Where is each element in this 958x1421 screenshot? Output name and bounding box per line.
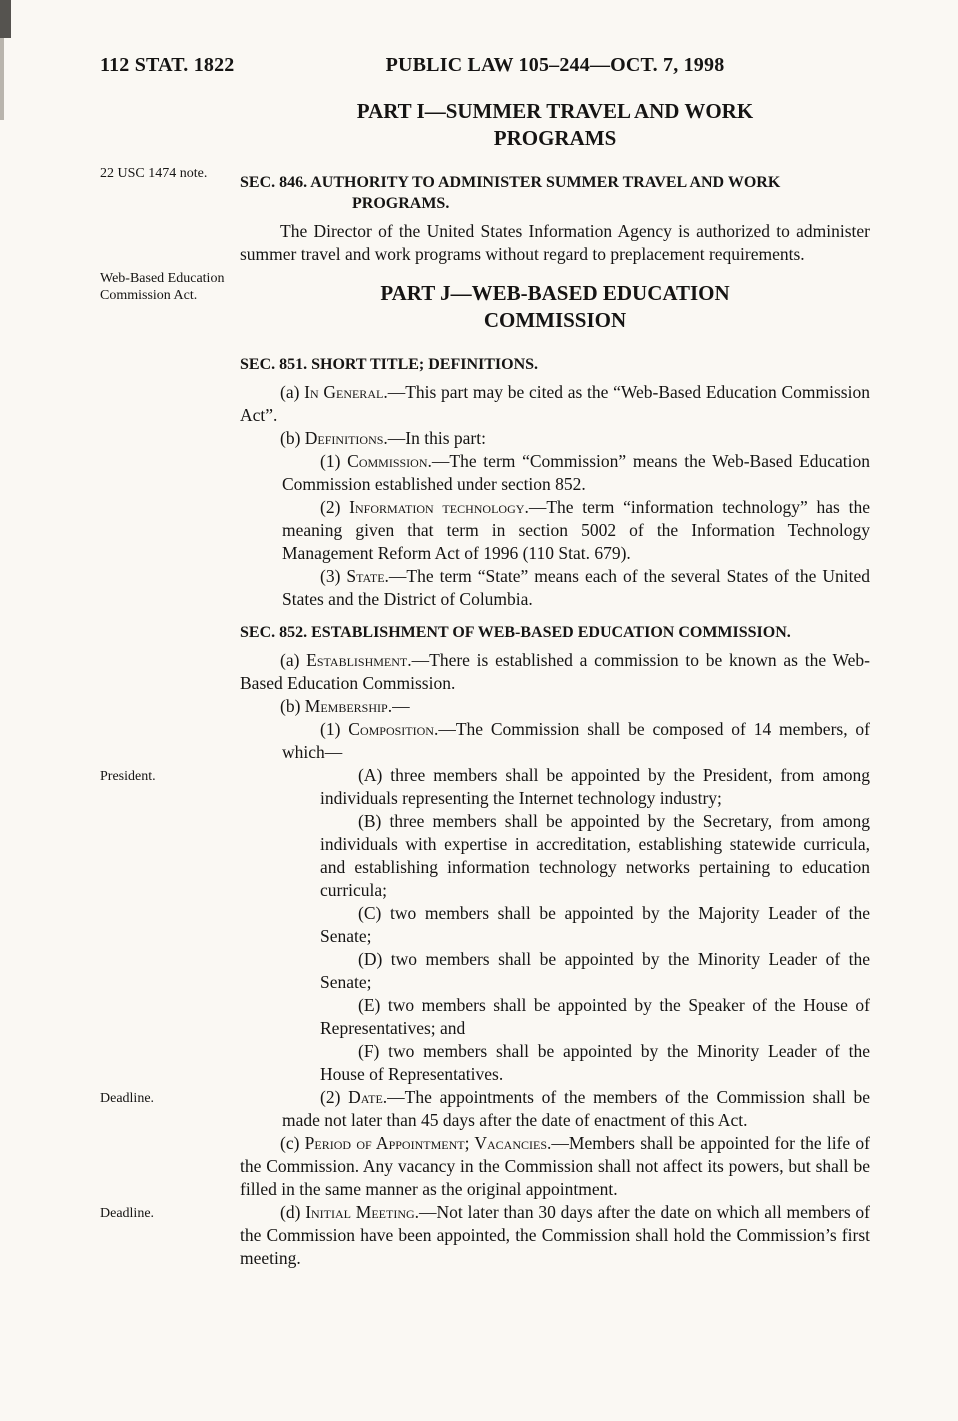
section-heading (240, 622, 870, 643)
doc-row (100, 764, 870, 810)
doc-row (100, 1201, 870, 1270)
content-cell (240, 611, 870, 649)
margin-note (100, 718, 240, 764)
content-cell (240, 695, 870, 718)
text-run: (a) (280, 382, 305, 402)
small-caps-run: Date (348, 1087, 383, 1107)
doc-row (100, 695, 870, 718)
doc-row (100, 496, 870, 565)
part-heading (240, 280, 870, 334)
paragraph (240, 381, 870, 427)
paragraph (282, 496, 870, 565)
law-title: PUBLIC LAW 105–244—OCT. 7, 1998 (385, 54, 725, 76)
margin-note (100, 381, 240, 427)
paragraph (240, 649, 870, 695)
small-caps-run: Information technology (349, 497, 525, 517)
doc-row (100, 902, 870, 948)
paragraph (240, 1201, 870, 1270)
text-run: COMMISSION (483, 308, 627, 332)
scan-artifact (0, 0, 11, 38)
content-cell (240, 810, 870, 902)
doc-row (100, 427, 870, 450)
content-cell (240, 994, 870, 1040)
margin-note (100, 496, 240, 565)
text-run: SEC. 851. SHORT TITLE; DEFINITIONS. (240, 356, 539, 373)
text-run: (B) three members shall be appointed by the Secretary, from among individuals with expertise in accreditation, establishing statewide curricula, and establishing information technology networks pertaining to education curricula; (320, 811, 870, 900)
small-caps-run: Commission (347, 451, 428, 471)
margin-note (100, 994, 240, 1040)
margin-note (100, 450, 240, 496)
paragraph (282, 450, 870, 496)
doc-row (100, 450, 870, 496)
paragraph (282, 565, 870, 611)
text-run: (d) (280, 1202, 306, 1222)
margin-note (100, 427, 240, 450)
text-run: PROGRAMS (493, 126, 617, 150)
paragraph (320, 1040, 870, 1086)
text-run: .—Members shall be appointed for the life of the Commission. Any vacancy in the Commission shall not affect its powers, but shall be filled in the same manner as the original appointment. (240, 1133, 870, 1199)
stat-page-number: 112 STAT. 1822 (100, 54, 235, 76)
margin-note (100, 948, 240, 994)
margin-note (100, 343, 240, 381)
text-run: (1) (320, 451, 348, 471)
margin-note (100, 810, 240, 902)
content-cell (240, 161, 870, 220)
text-run: .—This part may be cited as the “Web-Based Education Commission Act”. (240, 382, 870, 425)
content-cell (240, 902, 870, 948)
text-run: SEC. 846. AUTHORITY TO ADMINISTER SUMMER TRAVEL AND WORK (240, 174, 781, 191)
text-run: SEC. 852. ESTABLISHMENT OF WEB-BASED EDUCATION COMMISSION. (240, 624, 791, 641)
content-cell (240, 98, 870, 161)
text-run: (A) three members shall be appointed by the President, from among individuals representing the Internet technology industry; (320, 765, 870, 808)
text-run: PART J—WEB-BASED EDUCATION (380, 281, 730, 305)
text-run: .— (387, 696, 410, 716)
document-body (100, 98, 870, 1270)
doc-row (100, 161, 870, 220)
small-caps-run: Initial Meeting (305, 1202, 415, 1222)
text-run: (2) (320, 497, 350, 517)
margin-note (100, 98, 240, 161)
content-cell (240, 427, 870, 450)
doc-row (100, 220, 870, 266)
paragraph (320, 902, 870, 948)
doc-row (100, 1040, 870, 1086)
text-run: .—The term “State” means each of the several States of the United States and the District of Columbia. (282, 566, 870, 609)
text-run: .—The Commission shall be composed of 14 members, of which— (282, 719, 871, 762)
small-caps-run: Definitions (304, 428, 384, 448)
content-cell (240, 1132, 870, 1201)
text-run: (D) two members shall be appointed by the Minority Leader of the Senate; (320, 949, 870, 992)
margin-note: President. (100, 769, 156, 784)
small-caps-run: In General (304, 382, 384, 402)
content-cell (240, 649, 870, 695)
doc-row (100, 343, 870, 381)
section-heading (240, 354, 870, 375)
paragraph (240, 220, 870, 266)
content-cell (240, 450, 870, 496)
text-run: (b) (280, 428, 305, 448)
doc-row (100, 1132, 870, 1201)
margin-note (100, 695, 240, 718)
text-run: (1) (320, 719, 349, 739)
text-run: .—The term “Commission” means the Web-Based Education Commission established under section 852. (282, 451, 871, 494)
content-cell (240, 381, 870, 427)
small-caps-run: Composition (348, 719, 434, 739)
paragraph (320, 948, 870, 994)
doc-row (100, 611, 870, 649)
text-run: (c) (280, 1133, 305, 1153)
paragraph (240, 1132, 870, 1201)
margin-note: Deadline. (100, 1206, 155, 1221)
text-run: The Director of the United States Information Agency is authorized to administer summer travel and work programs without regard to preplacement requirements. (240, 221, 870, 264)
content-cell (240, 718, 870, 764)
text-run: (E) two members shall be appointed by the Speaker of the House of Representatives; and (320, 995, 870, 1038)
doc-row (100, 1086, 870, 1132)
content-cell (240, 266, 870, 343)
paragraph (240, 695, 870, 718)
text-run: .—Not later than 30 days after the date on which all members of the Commission have been appointed, the Commission shall hold the Commission’s first meeting. (240, 1202, 870, 1268)
doc-row (100, 381, 870, 427)
content-cell (240, 1040, 870, 1086)
text-run: .—In this part: (383, 428, 486, 448)
doc-row (100, 810, 870, 902)
small-caps-run: Period of Appointment; Vacancies (304, 1133, 548, 1153)
content-cell (240, 496, 870, 565)
text-run: PART I—SUMMER TRAVEL AND WORK (356, 99, 754, 123)
doc-row (100, 565, 870, 611)
text-run: (F) two members shall be appointed by the Minority Leader of the House of Representatives. (320, 1041, 870, 1084)
paragraph (240, 427, 870, 450)
doc-row (100, 98, 870, 161)
paragraph (320, 994, 870, 1040)
small-caps-run: Membership (304, 696, 388, 716)
doc-row (100, 994, 870, 1040)
doc-row (100, 948, 870, 994)
margin-note: 22 USC 1474 note. (100, 166, 208, 181)
paragraph (282, 718, 870, 764)
content-cell (240, 565, 870, 611)
margin-note (100, 1132, 240, 1201)
text-run: .—There is established a commission to be known as the Web-Based Education Commission. (240, 650, 870, 693)
page-header (100, 54, 870, 84)
paragraph (320, 764, 870, 810)
part-heading (240, 98, 870, 152)
doc-row (100, 649, 870, 695)
text-run: (a) (280, 650, 307, 670)
text-run: (b) (280, 696, 305, 716)
margin-note (100, 611, 240, 649)
doc-row (100, 718, 870, 764)
text-run: .—The term “information technology” has the meaning given that term in section 5002 of the Information Technology Management Reform Act of 1996 (110 Stat. 679). (282, 497, 871, 563)
content-cell (240, 343, 870, 381)
text-run: .—The appointments of the members of the Commission shall be made not later than 45 days after the date of enactment of this Act. (282, 1087, 871, 1130)
margin-note (100, 649, 240, 695)
margin-note (100, 902, 240, 948)
section-heading (240, 172, 870, 214)
text-run: (C) two members shall be appointed by the Majority Leader of the Senate; (320, 903, 870, 946)
margin-note (100, 220, 240, 266)
paragraph (282, 1086, 870, 1132)
content-cell (240, 1086, 870, 1132)
content-cell (240, 948, 870, 994)
text-run: PROGRAMS. (352, 195, 450, 212)
margin-note (100, 565, 240, 611)
margin-note (100, 1040, 240, 1086)
text-run: (3) (320, 566, 347, 586)
paragraph (320, 810, 870, 902)
text-run: (2) (320, 1087, 349, 1107)
margin-note: Deadline. (100, 1091, 155, 1106)
content-cell (240, 1201, 870, 1270)
small-caps-run: State (346, 566, 385, 586)
content-cell (240, 220, 870, 266)
content-cell (240, 764, 870, 810)
margin-note: Web-Based Education Commission Act. (100, 271, 225, 303)
doc-row (100, 266, 870, 343)
small-caps-run: Establishment (306, 650, 408, 670)
